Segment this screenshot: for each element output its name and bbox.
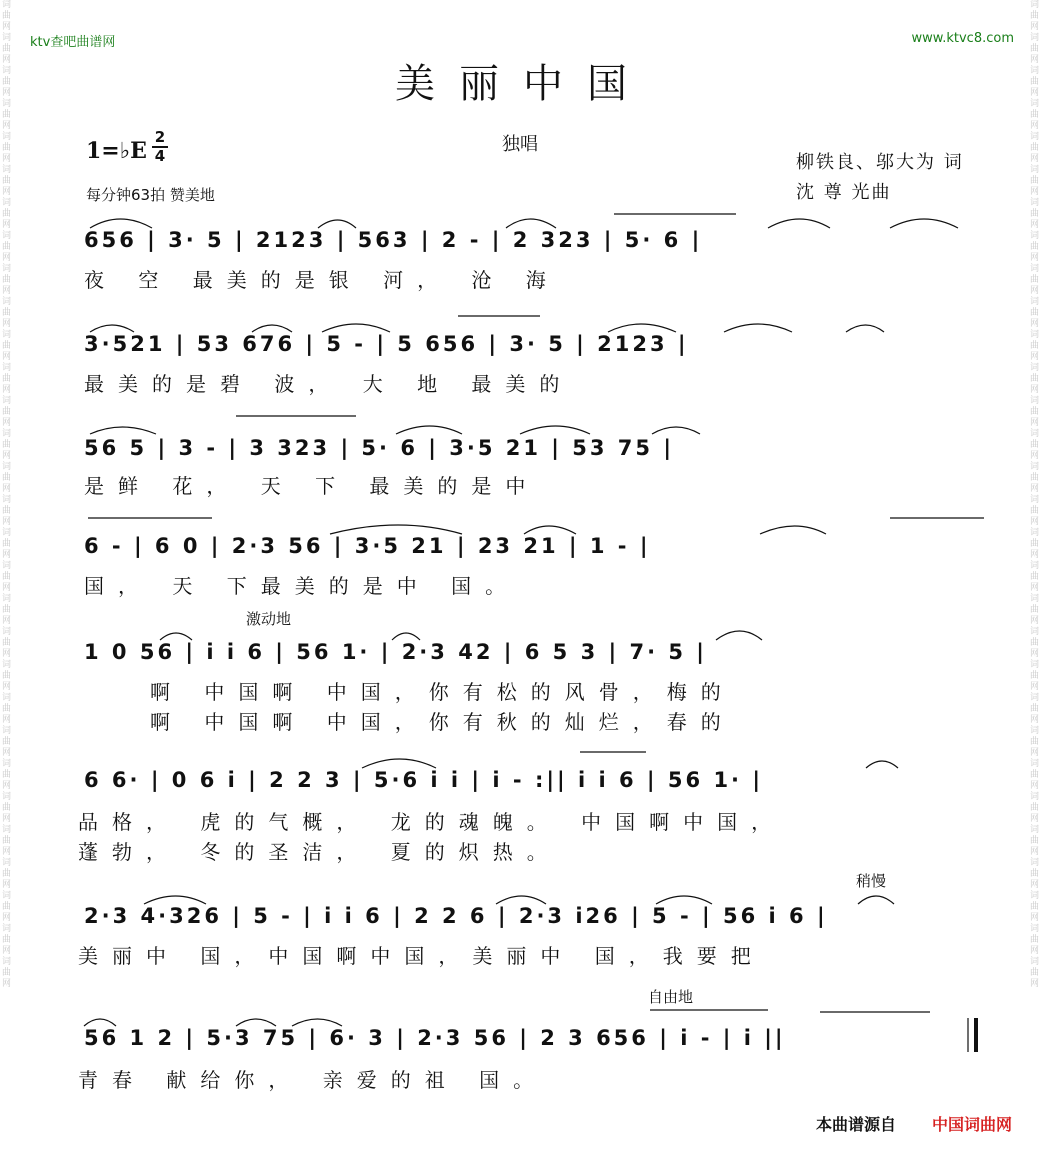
slur (90, 219, 152, 228)
slur (724, 324, 792, 332)
source-site-link[interactable]: 中国词曲网 (931, 1115, 1012, 1134)
notation-row-3: 56 5 | 3 - | 3 323 | 5· 6 | 3·5 21 | 53 75 | (84, 436, 674, 460)
slur (330, 525, 462, 534)
slur (236, 1019, 276, 1026)
song-title: 美丽中国 (395, 61, 651, 107)
notation-row-6: 6 6· | 0 6 i | 2 2 3 | 5·6 i i | i - :|| i i 6 | 56 1· | (84, 768, 764, 792)
slur (716, 631, 762, 640)
slur (392, 633, 420, 640)
watermark-right: 词曲网词曲网词曲网词曲网词曲网词曲网词曲网词曲网词曲网词曲网词曲网词曲网词曲网词曲网词曲网词曲网词曲网词曲网词曲网词曲网词曲网词曲网词曲网词曲网词曲网词曲网词曲网词曲网词曲网词曲网 (1030, 0, 1040, 989)
source-label: 本曲谱源自 (815, 1115, 896, 1134)
lyric-row-5a: 啊 中国啊 中国，你有松的风骨，梅的 (150, 680, 735, 704)
slur (252, 325, 292, 332)
notation-row-8: 56 1 2 | 5·3 75 | 6· 3 | 2·3 56 | 2 3 656 | i - | i || (84, 1026, 786, 1050)
time-top: 2 (154, 128, 166, 146)
slur (362, 759, 436, 768)
lyric-row-8: 青春 献给你， 亲爱的祖 国。 (78, 1068, 548, 1092)
slur (520, 426, 590, 434)
slur (846, 325, 884, 332)
slur (768, 219, 830, 228)
free-marking: 自由地 (648, 988, 694, 1006)
slur (84, 1019, 116, 1026)
lyric-row-6a: 品格， 虎的气概， 龙的魂魄。 中国啊中国， (78, 810, 786, 834)
notation-row-2: 3·521 | 53 676 | 5 - | 5 656 | 3· 5 | 2123 | (84, 332, 689, 356)
key-signature: 1=♭E (86, 138, 147, 164)
lyric-row-3: 是鲜 花， 天 下 最美的是中 (84, 474, 540, 498)
time-bottom: 4 (154, 147, 166, 165)
slur (160, 633, 192, 640)
performance-type: 独唱 (502, 134, 538, 155)
lyric-row-7: 美丽中 国，中国啊中国，美丽中 国，我要把 (78, 944, 765, 968)
lyric-row-5b: 啊 中国啊 中国，你有秋的灿烂，春的 (150, 710, 735, 734)
slur (496, 896, 546, 904)
lyric-row-4: 国， 天 下最美的是中 国。 (84, 574, 520, 598)
lyric-row-6b: 蓬勃， 冬的圣洁， 夏的炽热。 (78, 840, 561, 864)
slur (292, 1019, 342, 1026)
slur (318, 220, 356, 228)
slower-marking: 稍慢 (856, 872, 887, 890)
slur (90, 427, 156, 434)
watermark-left: 词曲网词曲网词曲网词曲网词曲网词曲网词曲网词曲网词曲网词曲网词曲网词曲网词曲网词曲网词曲网词曲网词曲网词曲网词曲网词曲网词曲网词曲网词曲网词曲网词曲网词曲网词曲网词曲网词曲网词曲网 (2, 0, 12, 989)
slur (506, 219, 556, 228)
site-url-right[interactable]: www.ktvc8.com (911, 31, 1014, 46)
slur (524, 526, 576, 534)
slur (608, 324, 676, 332)
lyric-row-1: 夜 空 最美的是银 河， 沧 海 (84, 268, 560, 292)
slur (866, 761, 898, 768)
slur (656, 896, 712, 904)
excited-marking: 激动地 (246, 610, 292, 628)
notation-row-1: 656 | 3· 5 | 2123 | 563 | 2 - | 2 323 | 5· 6 | (84, 228, 703, 252)
slur (652, 427, 700, 434)
notation-row-7: 2·3 4·326 | 5 - | i i 6 | 2 2 6 | 2·3 i26 | 5 - | 56 i 6 | (84, 904, 828, 928)
slur (858, 896, 894, 904)
slur (322, 324, 390, 332)
composer-credit: 沈 尊 光曲 (796, 182, 892, 203)
slur (760, 526, 826, 534)
slur (90, 325, 134, 332)
notation-row-5: 1 0 56 | i i 6 | 56 1· | 2·3 42 | 6 5 3 | 7· 5 | (84, 640, 707, 664)
notation-row-4: 6 - | 6 0 | 2·3 56 | 3·5 21 | 23 21 | 1 - | (84, 534, 651, 558)
lyricist-credit: 柳铁良、邬大为 词 (796, 152, 964, 173)
slur (396, 426, 462, 434)
site-name-left[interactable]: ktv查吧曲谱网 (30, 35, 116, 50)
slur (890, 219, 958, 228)
slur (144, 896, 206, 904)
lyric-row-2: 最美的是碧 波， 大 地 最美的 (84, 372, 574, 396)
tempo-marking: 每分钟63拍 赞美地 (86, 186, 215, 204)
